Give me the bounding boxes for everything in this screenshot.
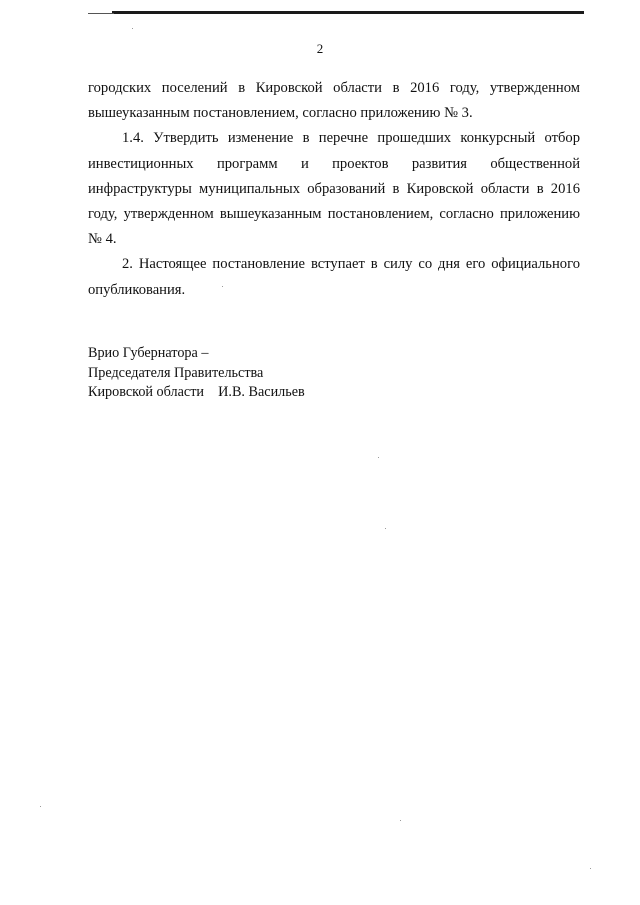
signature-title-line-1: Врио Губернатора – [88,345,209,361]
header-rule [112,11,584,14]
scan-speck [222,286,223,287]
signature-title-line-3: Кировской области И.В. Васильев [88,384,305,400]
signature-title-line-2: Председателя Правительства [88,364,264,381]
scan-speck [400,820,401,821]
scan-speck [590,868,591,869]
signature-block [88,344,305,403]
scan-speck [378,457,379,458]
paragraph-continuation: городских поселений в Кировской области в 2016 году, утвержденном вышеуказанным постановлением, согласно приложению № 3. [88,80,580,122]
document-body [88,76,580,303]
scan-speck [40,806,41,807]
header-rule-tail [88,13,114,14]
paragraph-item-1-4: 1.4. Утвердить изменение в перечне прошедших конкурсный отбор инвестиционных программ и проектов развития общественной инфраструктуры муниципальных образований в Кировской области в 2016 году, утвержденном вышеуказанным постановлением, согласно приложению № 4. [88,130,580,248]
scan-speck [132,28,133,29]
scan-speck [385,528,386,529]
page-number: 2 [316,41,324,56]
paragraph-item-2: 2. Настоящее постановление вступает в силу со дня его официального опубликования. [88,256,580,298]
